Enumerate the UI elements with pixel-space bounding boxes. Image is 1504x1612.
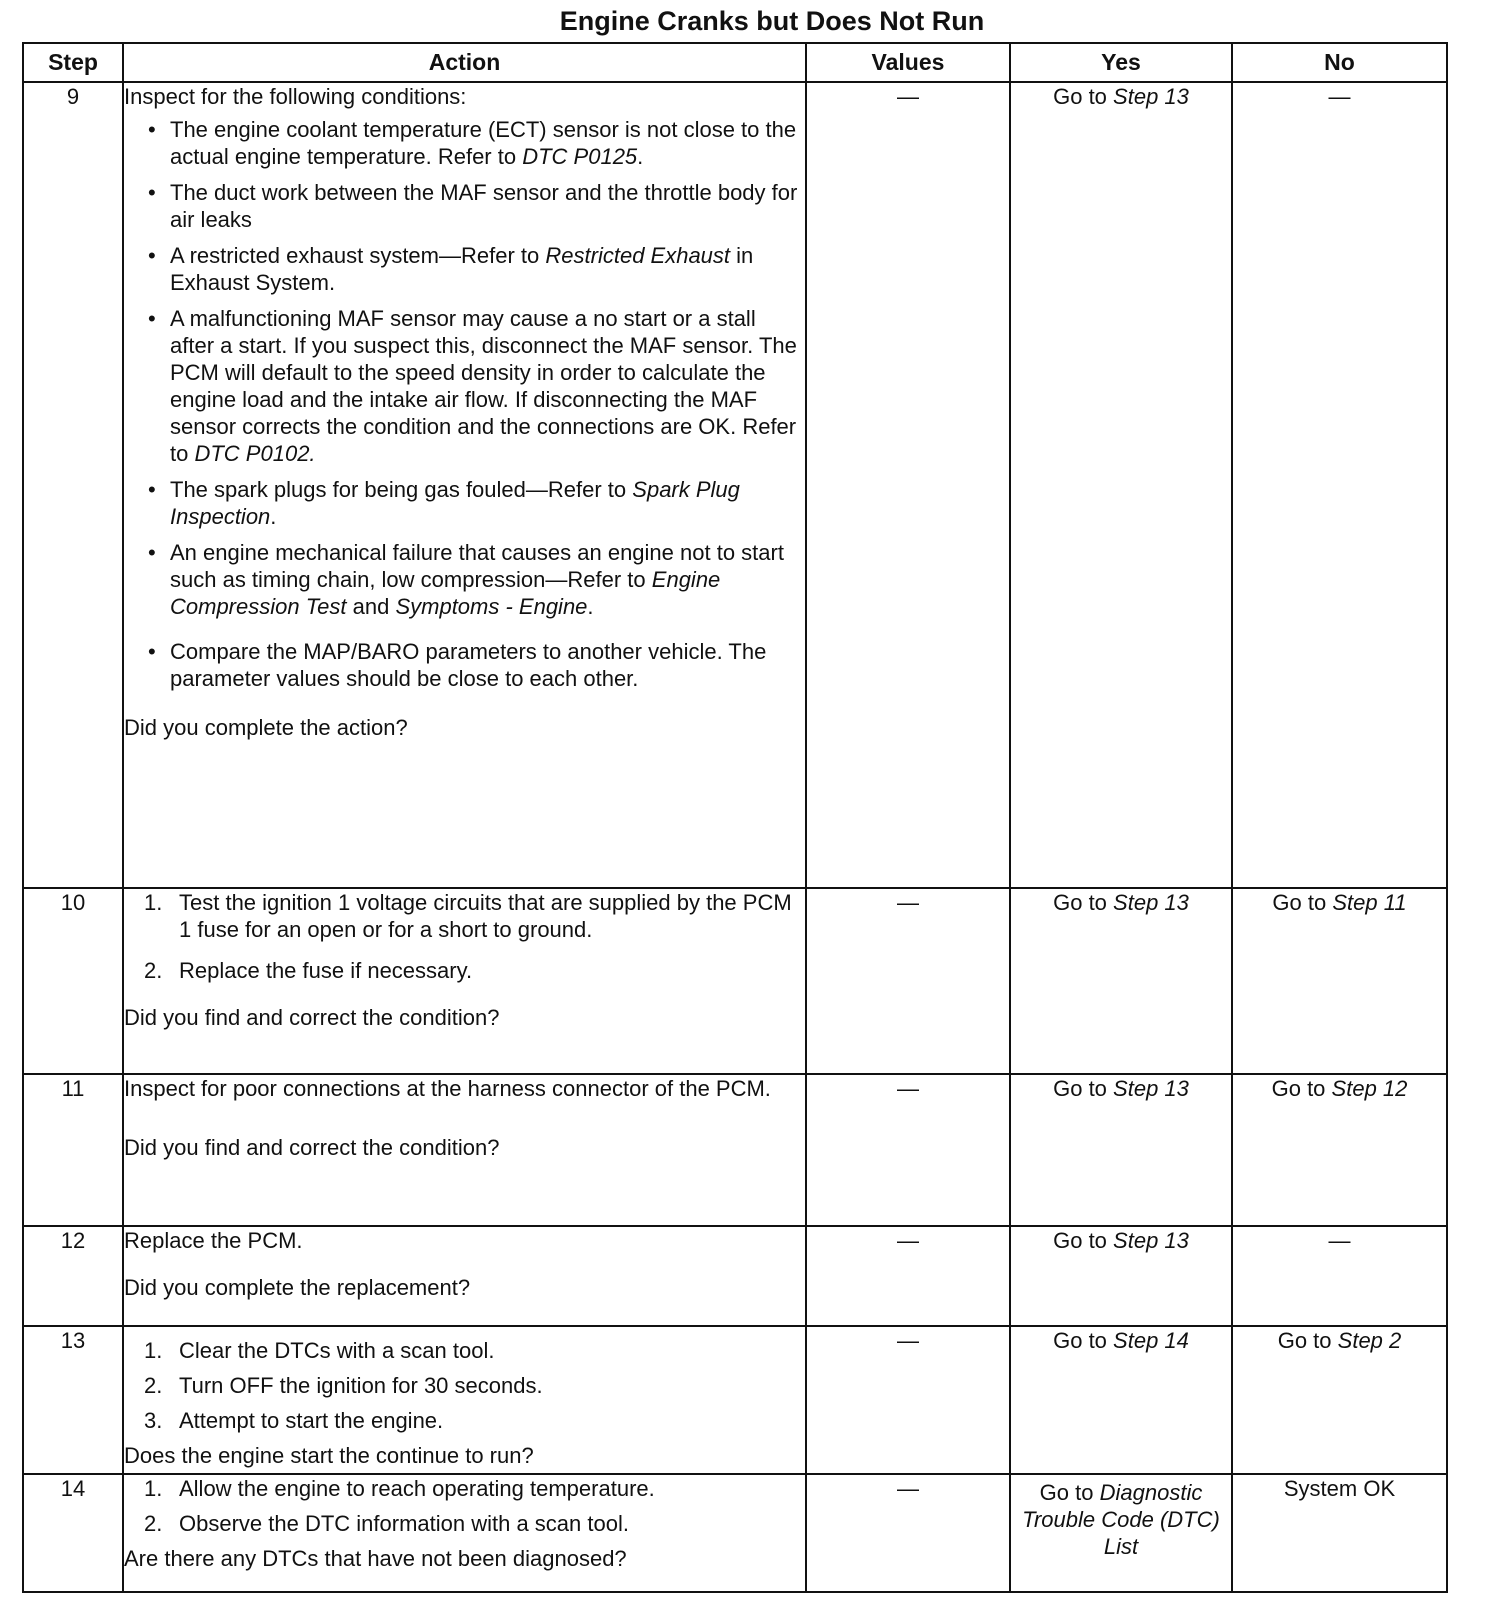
- list-item: [144, 1510, 805, 1537]
- yes-cell: [1010, 1326, 1232, 1474]
- list-item: [146, 539, 805, 620]
- yes-step-link[interactable]: Step 13: [1113, 84, 1189, 109]
- item-text: Replace the fuse if necessary.: [179, 958, 473, 983]
- table-row-step-11: [23, 1074, 1447, 1226]
- values-cell: [806, 1226, 1010, 1326]
- step-number: 14: [23, 1474, 123, 1592]
- list-item: [144, 957, 805, 984]
- reference-link[interactable]: Symptoms - Engine: [395, 594, 588, 619]
- action-question: Does the engine start the continue to run?: [124, 1443, 534, 1468]
- action-question: Did you complete the replacement?: [124, 1275, 471, 1300]
- no-step-link[interactable]: Step 11: [1332, 890, 1407, 915]
- yes-goto-label: Go to: [1039, 1480, 1094, 1505]
- dash-mark: —: [897, 84, 919, 109]
- item-text: The engine coolant temperature (ECT) sensor is not close to the actual engine temperature. Refer to: [170, 117, 797, 169]
- values-cell: [806, 82, 1010, 888]
- dash-mark: —: [897, 890, 919, 915]
- header-step: Step: [23, 43, 123, 82]
- step-number: 9: [23, 82, 123, 888]
- item-text: The duct work between the MAF sensor and the throttle body for air leaks: [170, 180, 798, 232]
- item-text: Turn OFF the ignition for 30 seconds.: [179, 1373, 543, 1398]
- list-item: [146, 638, 805, 692]
- header-values: Values: [806, 43, 1010, 82]
- action-cell: [123, 1226, 806, 1326]
- list-item: [146, 116, 805, 170]
- action-cell: [123, 888, 806, 1074]
- list-item: [146, 305, 805, 467]
- action-question: Did you find and correct the condition?: [124, 1005, 500, 1030]
- values-cell: [806, 1074, 1010, 1226]
- action-cell: [123, 1474, 806, 1592]
- no-cell: [1232, 1326, 1447, 1474]
- no-cell: [1232, 82, 1447, 888]
- list-item: [144, 1407, 805, 1434]
- procedure-list: [124, 1337, 805, 1434]
- dash-mark: —: [1328, 84, 1351, 109]
- yes-step-link[interactable]: Step 13: [1113, 1076, 1189, 1101]
- values-cell: [806, 1326, 1010, 1474]
- item-text: An engine mechanical failure that causes an engine not to start such as timing chain, low compression—Refer to: [170, 540, 784, 592]
- item-number: 2.: [144, 1373, 163, 1398]
- procedure-list: [124, 1475, 805, 1537]
- yes-cell: [1010, 888, 1232, 1074]
- yes-goto-label: Go to: [1053, 890, 1107, 915]
- page-title: Engine Cranks but Does Not Run: [559, 6, 985, 36]
- yes-goto-label: Go to: [1053, 1328, 1107, 1353]
- header-yes: Yes: [1010, 43, 1232, 82]
- header-action: Action: [123, 43, 806, 82]
- header-no: No: [1232, 43, 1447, 82]
- item-number: 2.: [144, 958, 163, 983]
- table-row-step-14: [23, 1474, 1447, 1592]
- yes-step-link[interactable]: Step 13: [1113, 1228, 1189, 1253]
- no-result-text: System OK: [1283, 1476, 1396, 1501]
- action-text: Inspect for poor connections at the harness connector of the PCM.: [124, 1076, 771, 1101]
- list-item: [144, 1475, 805, 1502]
- step-number: 10: [23, 888, 123, 1074]
- procedure-list: [124, 889, 805, 984]
- item-number: 1.: [144, 890, 163, 915]
- item-text: The spark plugs for being gas fouled—Refer to: [170, 477, 627, 502]
- reference-link[interactable]: DTC P0125: [522, 144, 638, 169]
- item-text: .: [270, 504, 277, 529]
- bullet-icon: •: [148, 540, 156, 565]
- table-row-step-13: [23, 1326, 1447, 1474]
- action-question: Did you find and correct the condition?: [124, 1135, 500, 1160]
- yes-goto-label: Go to: [1053, 1076, 1107, 1101]
- item-text: and: [352, 594, 390, 619]
- table-row-step-10: [23, 888, 1447, 1074]
- item-text: A malfunctioning MAF sensor may cause a no start or a stall after a start. If you suspect this, disconnect the MAF sensor. The PCM will default to the speed density in order to calculate the engine load and the intake air flow. If disconnecting the MAF sensor corrects the condition and the connections are OK. Refer to: [170, 306, 797, 466]
- item-text: A restricted exhaust system—Refer to: [170, 243, 540, 268]
- item-text: Clear the DTCs with a scan tool.: [179, 1338, 495, 1363]
- bullet-icon: •: [148, 117, 156, 142]
- dash-mark: —: [1328, 1228, 1351, 1253]
- item-number: 2.: [144, 1511, 163, 1536]
- action-cell: [123, 1326, 806, 1474]
- item-text: .: [637, 144, 644, 169]
- list-item: [144, 1372, 805, 1399]
- action-cell: [123, 1074, 806, 1226]
- step-number: 12: [23, 1226, 123, 1326]
- dash-mark: —: [897, 1328, 919, 1353]
- yes-step-link[interactable]: Step 13: [1113, 890, 1189, 915]
- table-row-step-9: [23, 82, 1447, 888]
- reference-link[interactable]: Engine Compression Test: [170, 567, 721, 619]
- reference-link[interactable]: DTC P0102.: [194, 441, 316, 466]
- dash-mark: —: [897, 1228, 919, 1253]
- reference-link[interactable]: Spark Plug Inspection: [170, 477, 740, 529]
- values-cell: [806, 888, 1010, 1074]
- yes-goto-label: Go to: [1053, 1228, 1107, 1253]
- item-text: Test the ignition 1 voltage circuits that are supplied by the PCM 1 fuse for an open or for a short to ground.: [179, 890, 792, 942]
- values-cell: [806, 1474, 1010, 1592]
- action-cell: [123, 82, 806, 888]
- yes-goto-label: Go to: [1053, 84, 1107, 109]
- item-number: 3.: [144, 1408, 163, 1433]
- item-text: in Exhaust System: [170, 243, 754, 295]
- list-item: [144, 889, 805, 943]
- bullet-icon: •: [148, 180, 156, 205]
- action-intro: Inspect for the following conditions:: [124, 84, 467, 109]
- item-text: .: [328, 270, 336, 295]
- bullet-icon: •: [148, 243, 156, 268]
- step-number: 11: [23, 1074, 123, 1226]
- dash-mark: —: [897, 1076, 919, 1101]
- no-cell: [1232, 1226, 1447, 1326]
- yes-cell: [1010, 1226, 1232, 1326]
- table-header-row: [23, 43, 1447, 82]
- bullet-icon: •: [148, 639, 156, 664]
- yes-cell: [1010, 1074, 1232, 1226]
- item-text: Compare the MAP/BARO parameters to another vehicle. The parameter values should be close to each other.: [170, 639, 767, 691]
- no-cell: [1232, 888, 1447, 1074]
- yes-cell: [1010, 1474, 1232, 1592]
- yes-dtc-list-link[interactable]: Diagnostic Trouble Code (DTC) List: [1022, 1480, 1220, 1559]
- item-number: 1.: [144, 1476, 163, 1501]
- yes-cell: [1010, 82, 1232, 888]
- no-step-link[interactable]: Step 12: [1331, 1076, 1408, 1101]
- item-number: 1.: [144, 1338, 163, 1363]
- list-item: [146, 476, 805, 530]
- item-text: .: [587, 594, 594, 619]
- no-cell: [1232, 1474, 1447, 1592]
- action-question: Are there any DTCs that have not been diagnosed?: [124, 1546, 627, 1571]
- bullet-icon: •: [148, 477, 156, 502]
- action-text: Replace the PCM.: [124, 1228, 303, 1253]
- bullet-icon: •: [148, 306, 156, 331]
- dash-mark: —: [897, 1476, 919, 1501]
- reference-link[interactable]: Restricted Exhaust: [545, 243, 731, 268]
- action-question: Did you complete the action?: [124, 715, 408, 740]
- no-step-link[interactable]: Step 2: [1337, 1328, 1402, 1353]
- item-text: Attempt to start the engine.: [179, 1408, 444, 1433]
- table-row-step-12: [23, 1226, 1447, 1326]
- list-item: [146, 242, 805, 296]
- condition-list: [124, 116, 805, 692]
- list-item: [144, 1337, 805, 1364]
- yes-step-link[interactable]: Step 14: [1113, 1328, 1189, 1353]
- no-goto-label: Go to: [1277, 1328, 1332, 1353]
- item-text: Allow the engine to reach operating temperature.: [179, 1476, 655, 1501]
- no-goto-label: Go to: [1272, 890, 1327, 915]
- item-text: Observe the DTC information with a scan tool.: [179, 1511, 629, 1536]
- no-cell: [1232, 1074, 1447, 1226]
- no-goto-label: Go to: [1271, 1076, 1326, 1101]
- list-item: [146, 179, 805, 233]
- diagnostic-table: [22, 42, 1448, 1593]
- step-number: 13: [23, 1326, 123, 1474]
